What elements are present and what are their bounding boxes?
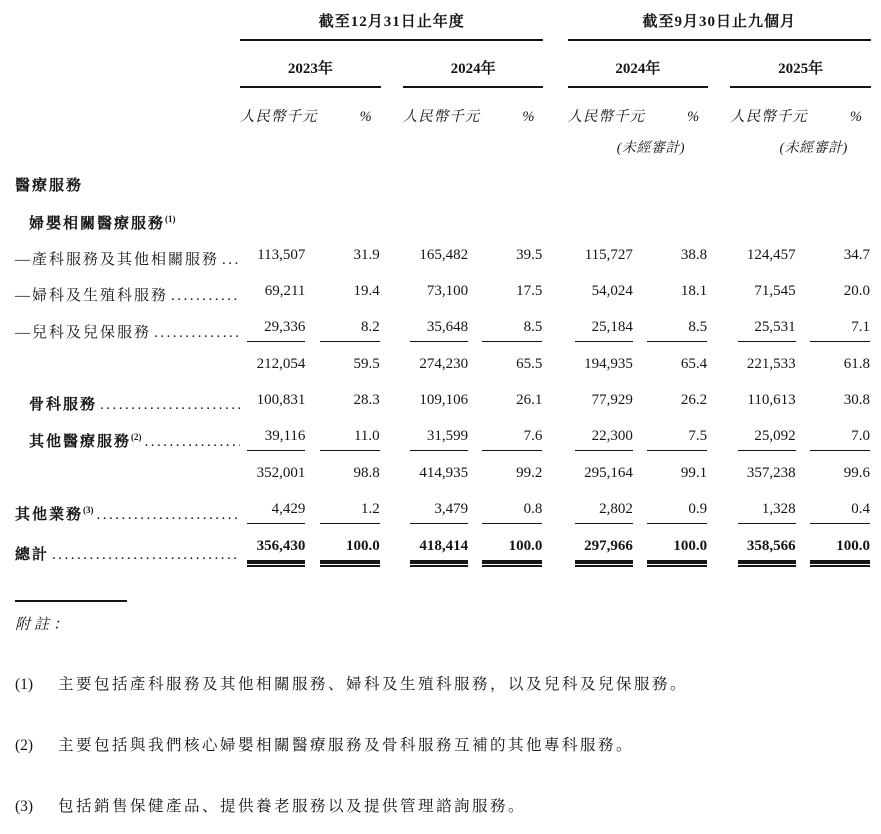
value-cell: 110,613 (747, 392, 796, 408)
value-cell: 165,482 (419, 247, 469, 263)
unit-label: 人民幣千元 (240, 109, 318, 125)
year-header-row (15, 40, 871, 87)
value-cell: 38.8 (680, 247, 708, 263)
row-label: 醫療服務 (15, 178, 84, 194)
column-gap (708, 342, 730, 378)
group-header-annual: 截至12月31日止年度 (240, 8, 543, 40)
row-label: —兒科及兒保服務 (15, 325, 152, 341)
notes-heading: 附註： (15, 617, 73, 633)
header-spacer (15, 87, 240, 126)
column-gap (708, 126, 730, 157)
column-gap (381, 487, 403, 524)
footnote-marker: (2) (131, 432, 142, 442)
column-gap (381, 40, 403, 87)
empty-cell (240, 126, 381, 157)
unit-header-cell (240, 87, 381, 126)
unaudited-label: (未經審計) (779, 141, 848, 156)
value-cell: 357,238 (746, 465, 796, 481)
table-row (15, 195, 871, 233)
value-cell: 109,106 (419, 392, 469, 408)
note-item (15, 674, 881, 695)
note-item (15, 796, 881, 817)
dot-leader (97, 397, 240, 414)
row-label: 骨科服務 (29, 397, 98, 413)
note-text: 主要包括產科服務及其他相關服務、婦科及生殖科服務，以及兒科及兒保服務。 (58, 676, 689, 693)
note-number: (1) (15, 676, 34, 693)
column-gap (543, 487, 567, 524)
value-cell: 356,430 (240, 524, 318, 574)
note-number: (2) (15, 737, 34, 754)
value-cell: 59.5 (353, 356, 380, 372)
table-row (15, 342, 871, 378)
value-cell: 35,648 (403, 305, 481, 342)
value-cell: 352,001 (256, 465, 306, 481)
column-gap (543, 305, 567, 342)
value-cell: 29,336 (240, 305, 318, 342)
unit-header-cell (568, 87, 709, 126)
value-cell: 98.8 (353, 465, 380, 481)
year-header-2024: 2024年 (403, 40, 544, 87)
column-gap (381, 126, 403, 157)
value-cell: 26.2 (680, 392, 708, 408)
column-gap (543, 233, 567, 269)
value-cell: 0.8 (481, 487, 543, 524)
table-row (15, 451, 871, 487)
row-label: 其他醫療服務$^{(2)}$ (29, 432, 142, 450)
column-gap (543, 87, 567, 126)
column-gap (381, 233, 403, 269)
column-gap (543, 269, 567, 305)
row-label: —產科服務及其他相關服務 (15, 252, 220, 268)
row-label: 總計 (15, 547, 50, 563)
value-cell: 31,599 (403, 414, 481, 451)
unit-header-cell (403, 87, 544, 126)
dot-leader (142, 434, 241, 451)
table-row (15, 487, 871, 524)
table-header (15, 8, 871, 157)
row-label-cell (15, 487, 240, 524)
value-cell: 18.1 (680, 283, 708, 299)
row-label-cell (15, 233, 240, 269)
value-cell: 31.9 (353, 247, 380, 263)
row-label: 其他業務$^{(3)}$ (15, 505, 94, 523)
unit-label: 人民幣千元 (730, 109, 808, 125)
group-header-row (15, 8, 871, 40)
table-row (15, 378, 871, 414)
percent-label: % (849, 109, 863, 125)
value-cell: 7.1 (809, 305, 871, 342)
value-cell: 0.4 (809, 487, 871, 524)
notes-divider (15, 600, 127, 602)
value-cell: 28.3 (353, 392, 380, 408)
column-gap (708, 487, 730, 524)
column-gap (708, 524, 730, 574)
row-label-cell (15, 157, 240, 195)
column-gap (543, 524, 567, 574)
column-gap (543, 8, 567, 40)
column-gap (708, 378, 730, 414)
value-cell: 414,935 (419, 465, 469, 481)
table-row (15, 524, 871, 574)
row-label: 婦嬰相關醫療服務$^{(1)}$ (29, 214, 176, 232)
value-cell: 73,100 (426, 283, 469, 299)
percent-label: % (522, 109, 536, 125)
group-header-nine-month: 截至9月30日止九個月 (568, 8, 871, 40)
value-cell: 295,164 (584, 465, 633, 481)
dot-leader (49, 547, 240, 564)
value-cell: 99.1 (680, 465, 708, 481)
row-label-cell (15, 524, 240, 574)
footnote-marker: (3) (83, 505, 94, 515)
value-cell: 77,929 (591, 392, 633, 408)
value-cell: 34.7 (843, 247, 870, 263)
row-label-cell (15, 414, 240, 451)
value-cell: 39.5 (516, 247, 543, 263)
value-cell: 100.0 (809, 524, 871, 574)
note-text: 主要包括與我們核心婦嬰相關醫療服務及骨科服務互補的其他專科服務。 (58, 737, 635, 754)
column-gap (708, 233, 730, 269)
table-row (15, 233, 871, 269)
value-cell: 25,092 (730, 414, 808, 451)
value-cell: 8.5 (646, 305, 708, 342)
table-body (15, 157, 871, 574)
table-row (15, 157, 871, 195)
empty-cell (240, 195, 871, 233)
value-cell: 8.5 (481, 305, 543, 342)
value-cell: 3,479 (403, 487, 481, 524)
column-gap (381, 87, 403, 126)
value-cell: 99.6 (843, 465, 870, 481)
header-spacer (15, 40, 240, 87)
value-cell: 25,184 (568, 305, 646, 342)
value-cell: 22,300 (568, 414, 646, 451)
percent-label: % (687, 109, 701, 125)
note-item (15, 735, 881, 756)
value-cell: 7.6 (481, 414, 543, 451)
value-cell: 30.8 (843, 392, 870, 408)
table-row (15, 414, 871, 451)
value-cell: 20.0 (843, 283, 870, 299)
value-cell: 7.5 (646, 414, 708, 451)
column-gap (708, 414, 730, 451)
value-cell: 26.1 (516, 392, 543, 408)
table-row (15, 269, 871, 305)
column-gap (381, 342, 403, 378)
note-number: (3) (15, 798, 34, 815)
value-cell: 113,507 (257, 247, 306, 263)
row-label: —婦科及生殖科服務 (15, 288, 169, 304)
empty-cell (403, 126, 544, 157)
revenue-breakdown-table (15, 8, 871, 574)
row-label-cell (15, 269, 240, 305)
row-label-cell (15, 305, 240, 342)
value-cell: 418,414 (403, 524, 481, 574)
column-gap (381, 378, 403, 414)
unit-label: 人民幣千元 (402, 109, 481, 125)
value-cell: 100.0 (481, 524, 543, 574)
column-gap (708, 87, 730, 126)
column-gap (381, 524, 403, 574)
column-gap (381, 269, 403, 305)
header-spacer (15, 126, 240, 157)
value-cell: 274,230 (419, 356, 469, 372)
value-cell: 19.4 (353, 283, 380, 299)
column-gap (543, 40, 567, 87)
column-gap (543, 378, 567, 414)
value-cell: 100,831 (256, 392, 306, 408)
column-gap (543, 342, 567, 378)
value-cell: 2,802 (568, 487, 646, 524)
row-label-cell (15, 378, 240, 414)
unit-header-cell (730, 87, 871, 126)
value-cell: 25,531 (730, 305, 808, 342)
value-cell: 4,429 (240, 487, 318, 524)
value-cell: 65.4 (680, 356, 708, 372)
row-label-cell (15, 451, 240, 487)
unaudited-label: (未經審計) (616, 141, 686, 156)
footnote-marker: (1) (165, 214, 176, 224)
value-cell: 115,727 (584, 247, 633, 263)
year-header-2023: 2023年 (240, 40, 381, 87)
value-cell: 71,545 (754, 283, 796, 299)
value-cell: 54,024 (591, 283, 633, 299)
value-cell: 69,211 (264, 283, 306, 299)
year-header-2025-9m: 2025年 (730, 40, 871, 87)
value-cell: 99.2 (516, 465, 543, 481)
unaudited-row (15, 126, 871, 157)
value-cell: 7.0 (809, 414, 871, 451)
row-label-cell (15, 342, 240, 378)
value-cell: 39,116 (240, 414, 318, 451)
column-gap (543, 414, 567, 451)
value-cell: 11.0 (318, 414, 380, 451)
dot-leader (94, 507, 241, 524)
value-cell: 65.5 (516, 356, 543, 372)
column-gap (708, 40, 730, 87)
dot-leader (168, 288, 240, 305)
unit-header-row (15, 87, 871, 126)
value-cell: 1,328 (730, 487, 808, 524)
value-cell: 17.5 (516, 283, 543, 299)
value-cell: 212,054 (256, 356, 306, 372)
value-cell: 358,566 (730, 524, 808, 574)
empty-cell (240, 157, 871, 195)
column-gap (708, 451, 730, 487)
value-cell: 1.2 (318, 487, 380, 524)
column-gap (708, 305, 730, 342)
value-cell: 61.8 (843, 356, 870, 372)
footnotes-section (15, 600, 881, 817)
column-gap (543, 126, 567, 157)
row-label-cell (15, 195, 240, 233)
percent-label: % (359, 109, 373, 125)
column-gap (381, 451, 403, 487)
value-cell: 221,533 (746, 356, 796, 372)
value-cell: 100.0 (318, 524, 380, 574)
year-header-2024-9m: 2024年 (568, 40, 709, 87)
column-gap (381, 414, 403, 451)
column-gap (543, 451, 567, 487)
value-cell: 8.2 (318, 305, 380, 342)
value-cell: 194,935 (584, 356, 633, 372)
value-cell: 100.0 (646, 524, 708, 574)
value-cell: 297,966 (568, 524, 646, 574)
note-text: 包括銷售保健產品、提供養老服務以及提供管理諮詢服務。 (58, 798, 527, 815)
header-spacer (15, 8, 240, 40)
dot-leader (219, 252, 240, 269)
value-cell: 0.9 (646, 487, 708, 524)
value-cell: 124,457 (746, 247, 796, 263)
unit-label: 人民幣千元 (567, 109, 646, 125)
column-gap (708, 269, 730, 305)
column-gap (381, 305, 403, 342)
dot-leader (151, 325, 240, 342)
table-row (15, 305, 871, 342)
